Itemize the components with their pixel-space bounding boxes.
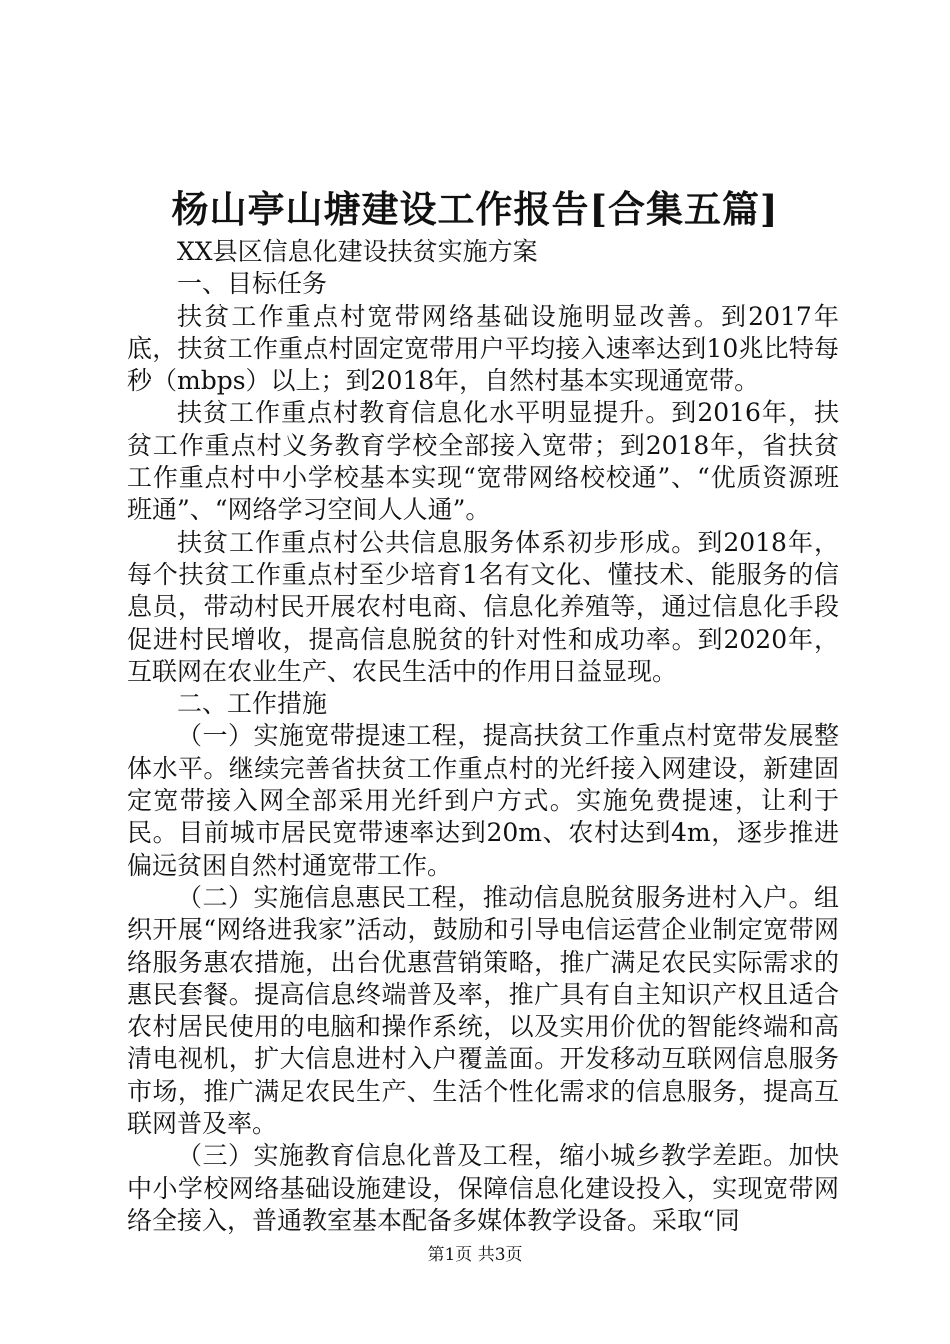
document-body	[127, 236, 839, 1237]
section-heading-measures: 二、工作措施	[177, 689, 328, 719]
paragraph: （一）实施宽带提速工程，提高扶贫工作重点村宽带发展整体水平。继续完善省扶贫工作重点村的光纤接入网建设，新建固定宽带接入网全部采用光纤到户方式。实施免费提速，让利于民。目前城市居民宽带速率达到20m、农村达到4m，逐步推进偏远贫困自然村通宽带工作。	[127, 721, 839, 880]
paragraph: 扶贫工作重点村教育信息化水平明显提升。到2016年，扶贫工作重点村义务教育学校全部接入宽带；到2018年，省扶贫工作重点村中小学校基本实现“宽带网络校校通”、“优质资源班班通”、“网络学习空间人人通”。	[127, 398, 839, 525]
section-heading-goals: 一、目标任务	[177, 269, 328, 299]
paragraph: 扶贫工作重点村公共信息服务体系初步形成。到2018年，每个扶贫工作重点村至少培育1名有文化、懂技术、能服务的信息员，带动村民开展农村电商、信息化养殖等，通过信息化手段促进村民增收，提高信息脱贫的针对性和成功率。到2020年，互联网在农业生产、农民生活中的作用日益显现。	[127, 527, 839, 686]
document-title: 杨山亭山塘建设工作报告[合集五篇]	[171, 187, 779, 231]
paragraph: （三）实施教育信息化普及工程，缩小城乡教学差距。加快中小学校网络基础设施建设，保障信息化建设投入，实现宽带网络全接入，普通教室基本配备多媒体教学设备。采取“同	[127, 1141, 839, 1235]
page-number-footer: 第1页 共3页	[427, 1245, 523, 1265]
paragraph: 扶贫工作重点村宽带网络基础设施明显改善。到2017年底，扶贫工作重点村固定宽带用户平均接入速率达到10兆比特每秒（mbps）以上；到2018年，自然村基本实现通宽带。	[127, 301, 839, 396]
paragraph-subtitle: XX县区信息化建设扶贫实施方案	[177, 237, 538, 266]
paragraph: （二）实施信息惠民工程，推动信息脱贫服务进村入户。组织开展“网络进我家”活动，鼓励和引导电信运营企业制定宽带网络服务惠农措施，出台优惠营销策略，推广满足农民实际需求的惠民套餐。提高信息终端普及率，推广具有自主知识产权且适合农村居民使用的电脑和操作系统，以及实用价优的智能终端和高清电视机，扩大信息进村入户覆盖面。开发移动互联网信息服务市场，推广满足农民生产、生活个性化需求的信息服务，提高互联网普及率。	[127, 882, 839, 1139]
